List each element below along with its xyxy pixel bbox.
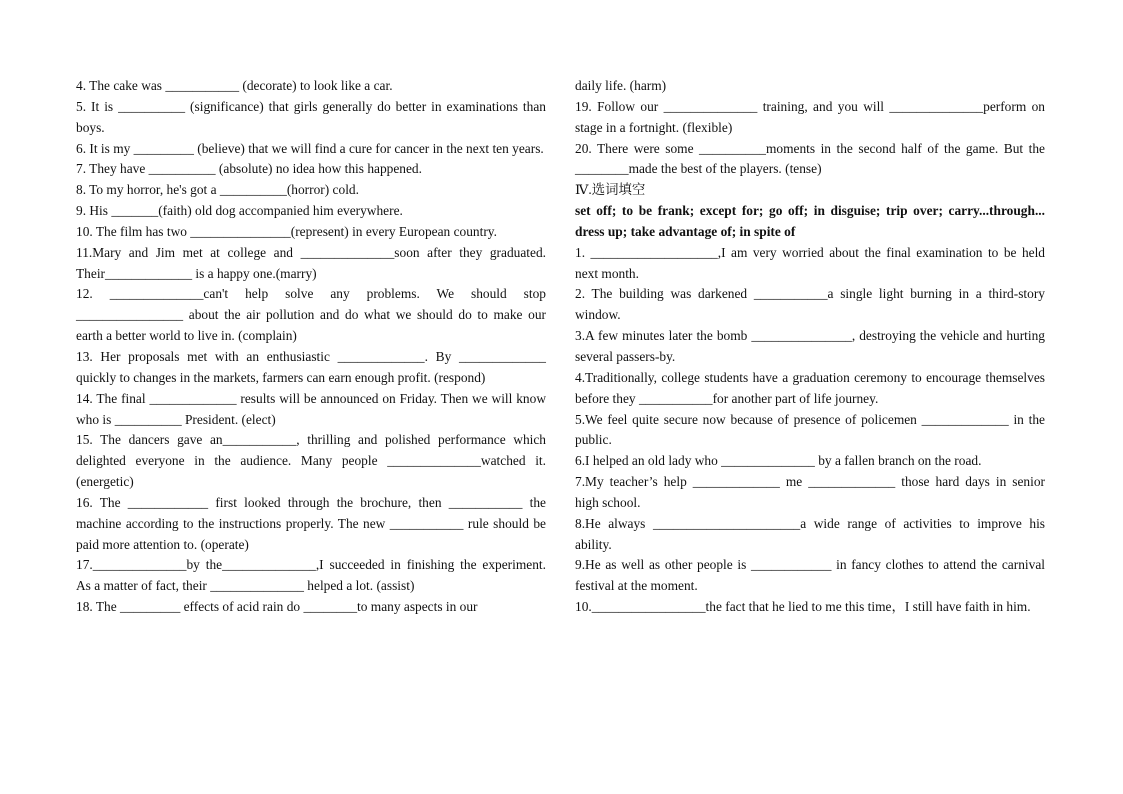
question-4: 4. The cake was ___________ (decorate) to look like a car. bbox=[76, 78, 393, 93]
cloze-item-6: 6.I helped an old lady who ______________ by a fallen branch on the road. bbox=[575, 453, 982, 469]
cloze-item-4: 4.Traditionally, college students have a graduation ceremony to encourage themselves before they ___________for another part of life journey. bbox=[575, 369, 1045, 406]
question-10: 10. The film has two _______________(represent) in every European country. bbox=[76, 223, 497, 239]
question-9: 9. His _______(faith) old dog accompanied him everywhere. bbox=[76, 203, 403, 219]
question-18-continued: daily life. (harm) bbox=[575, 78, 667, 93]
cloze-item-7: 7.My teacher’s help _____________ me _____________ those hard days in senior high school. bbox=[575, 474, 1045, 510]
question-14: 14. The final _____________ results will be announced on Friday. Then we will know who is __________ President. (elect) bbox=[76, 390, 546, 427]
question-19: 19. Follow our ______________ training, and you will ______________perform on stage in a fortnight. (flexible) bbox=[575, 98, 1045, 135]
cloze-item-3: 3.A few minutes later the bomb _______________, destroying the vehicle and hurting several passers-by. bbox=[575, 328, 1045, 364]
question-16: 16. The ____________ first looked through the brochure, then ___________ the machine according to the instructions properly. The new ___________ rule should be paid more attention to. (operate) bbox=[76, 494, 546, 552]
question-8: 8. To my horror, he's got a __________(horror) cold. bbox=[76, 182, 359, 198]
question-7: 7. They have __________ (absolute) no idea how this happened. bbox=[76, 161, 422, 177]
left-column bbox=[76, 76, 546, 618]
cloze-item-9: 9.He as well as other people is ____________ in fancy clothes to attend the carnival festival at the moment. bbox=[575, 557, 1045, 594]
question-20: 20. There were some __________moments in the second half of the game. But the ________made the best of the players. (tense) bbox=[575, 140, 1045, 177]
question-5: 5. It is __________ (significance) that girls generally do better in examinations than boys. bbox=[76, 98, 546, 135]
right-column bbox=[575, 76, 1045, 618]
question-17: 17.______________by the______________,I succeeded in finishing the experiment. As a matter of fact, their ______________ helped a lot. (assist) bbox=[76, 557, 546, 594]
question-18: 18. The _________ effects of acid rain do ________to many aspects in our bbox=[76, 599, 478, 615]
question-6: 6. It is my _________ (believe) that we will find a cure for cancer in the next ten years. bbox=[76, 140, 544, 156]
cloze-item-5: 5.We feel quite secure now because of presence of policemen _____________ in the public. bbox=[575, 411, 1045, 448]
cloze-item-1: 1. ___________________,I am very worried about the final examination to be held next month. bbox=[575, 244, 1045, 281]
section-heading: Ⅳ.选词填空 bbox=[575, 182, 646, 198]
question-12: 12. ______________can't help solve any problems. We should stop ________________ about the air pollution and do what we should do to make our earth a better world to live in. (complain) bbox=[76, 286, 546, 344]
question-11: 11.Mary and Jim met at college and ______________soon after they graduated. Their_____________ is a happy one.(marry) bbox=[76, 244, 546, 281]
cloze-item-10: 10._________________the fact that he lied to me this time，I still have faith in him. bbox=[575, 599, 1031, 615]
cloze-item-2: 2. The building was darkened ___________a single light burning in a third-story window. bbox=[575, 286, 1045, 323]
phrase-bank: set off; to be frank; except for; go off; in disguise; trip over; carry...through... dress up; take advantage of; in spite of bbox=[575, 203, 1045, 239]
question-13: 13. Her proposals met with an enthusiastic _____________. By _____________ quickly to changes in the markets, farmers can earn enough profit. (respond) bbox=[76, 348, 546, 385]
cloze-item-8: 8.He always ______________________a wide range of activities to improve his ability. bbox=[575, 515, 1045, 552]
question-15: 15. The dancers gave an___________, thrilling and polished performance which delighted everyone in the audience. Many people ______________watched it. (energetic) bbox=[76, 432, 546, 490]
